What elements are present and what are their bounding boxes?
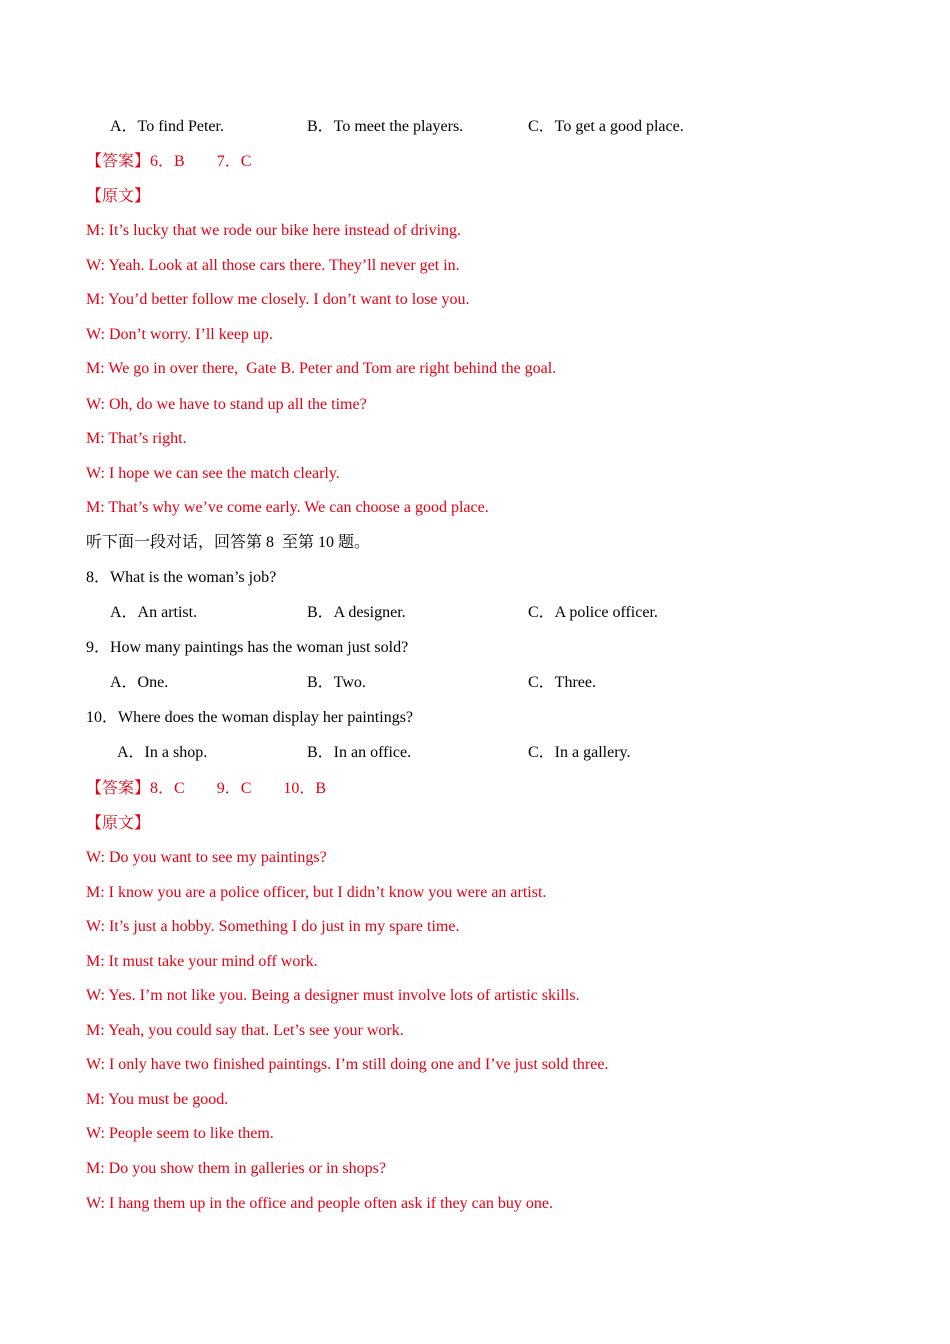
- transcript-line: W: Yeah. Look at all those cars there. They’ll never get in.: [86, 257, 460, 274]
- q8-option-b: B．A designer.: [307, 604, 406, 621]
- q10-option-c: C．In a gallery.: [528, 744, 631, 761]
- transcript-line: W: Don’t worry. I’ll keep up.: [86, 326, 273, 343]
- transcript-line: W: Oh, do we have to stand up all the time?: [86, 396, 367, 413]
- question-10: 10．Where does the woman display her paintings?: [86, 709, 414, 726]
- q9-option-c: C．Three.: [528, 674, 596, 691]
- answer-line-2: [86, 779, 326, 799]
- transcript-label-1: 【原文】: [86, 188, 151, 205]
- question-9: 9．How many paintings has the woman just sold?: [86, 639, 409, 656]
- transcript-line: M: Do you show them in galleries or in shops?: [86, 1160, 386, 1177]
- answer-text: 8．C 9．C 10．B: [150, 780, 327, 797]
- answer-label: 【答案】: [86, 153, 151, 170]
- q9-option-a: A．One.: [110, 674, 169, 691]
- q7-option-b: B．To meet the players.: [307, 118, 464, 135]
- transcript-line: M: You’d better follow me closely. I don’t want to lose you.: [86, 291, 470, 308]
- transcript-line: W: I hang them up in the office and people often ask if they can buy one.: [86, 1195, 553, 1212]
- answer-line-1: [86, 152, 251, 172]
- section-instruction: 听下面一段对话，回答第 8 至第 10 题。: [86, 534, 371, 551]
- q8-option-c: C．A police officer.: [528, 604, 658, 621]
- transcript-line: M: I know you are a police officer, but I didn’t know you were an artist.: [86, 884, 547, 901]
- transcript-line: W: It’s just a hobby. Something I do just in my spare time.: [86, 918, 460, 935]
- transcript-line: W: I only have two finished paintings. I’m still doing one and I’ve just sold three.: [86, 1056, 609, 1073]
- transcript-line: M: It’s lucky that we rode our bike here instead of driving.: [86, 222, 462, 239]
- q9-option-b: B．Two.: [307, 674, 366, 691]
- q10-option-b: B．In an office.: [307, 744, 412, 761]
- question-8: 8．What is the woman’s job?: [86, 569, 277, 586]
- transcript-line: M: That’s right.: [86, 430, 187, 447]
- answer-text: 6．B 7．C: [150, 153, 252, 170]
- transcript-line: W: Do you want to see my paintings?: [86, 849, 327, 866]
- q10-option-a: A．In a shop.: [117, 744, 208, 761]
- transcript-line: W: I hope we can see the match clearly.: [86, 465, 340, 482]
- transcript-label-2: 【原文】: [86, 815, 151, 832]
- transcript-line: M: Yeah, you could say that. Let’s see your work.: [86, 1022, 404, 1039]
- transcript-line: M: That’s why we’ve come early. We can choose a good place.: [86, 499, 489, 516]
- answer-label: 【答案】: [86, 780, 151, 797]
- q8-option-a: A．An artist.: [110, 604, 198, 621]
- transcript-line: W: Yes. I’m not like you. Being a designer must involve lots of artistic skills.: [86, 987, 580, 1004]
- transcript-line: M: It must take your mind off work.: [86, 953, 318, 970]
- transcript-line: M: You must be good.: [86, 1091, 229, 1108]
- q7-option-c: C．To get a good place.: [528, 118, 684, 135]
- transcript-line: M: We go in over there, Gate B. Peter and Tom are right behind the goal.: [86, 360, 557, 377]
- transcript-line: W: People seem to like them.: [86, 1125, 274, 1142]
- q7-option-a: A．To find Peter.: [110, 118, 224, 135]
